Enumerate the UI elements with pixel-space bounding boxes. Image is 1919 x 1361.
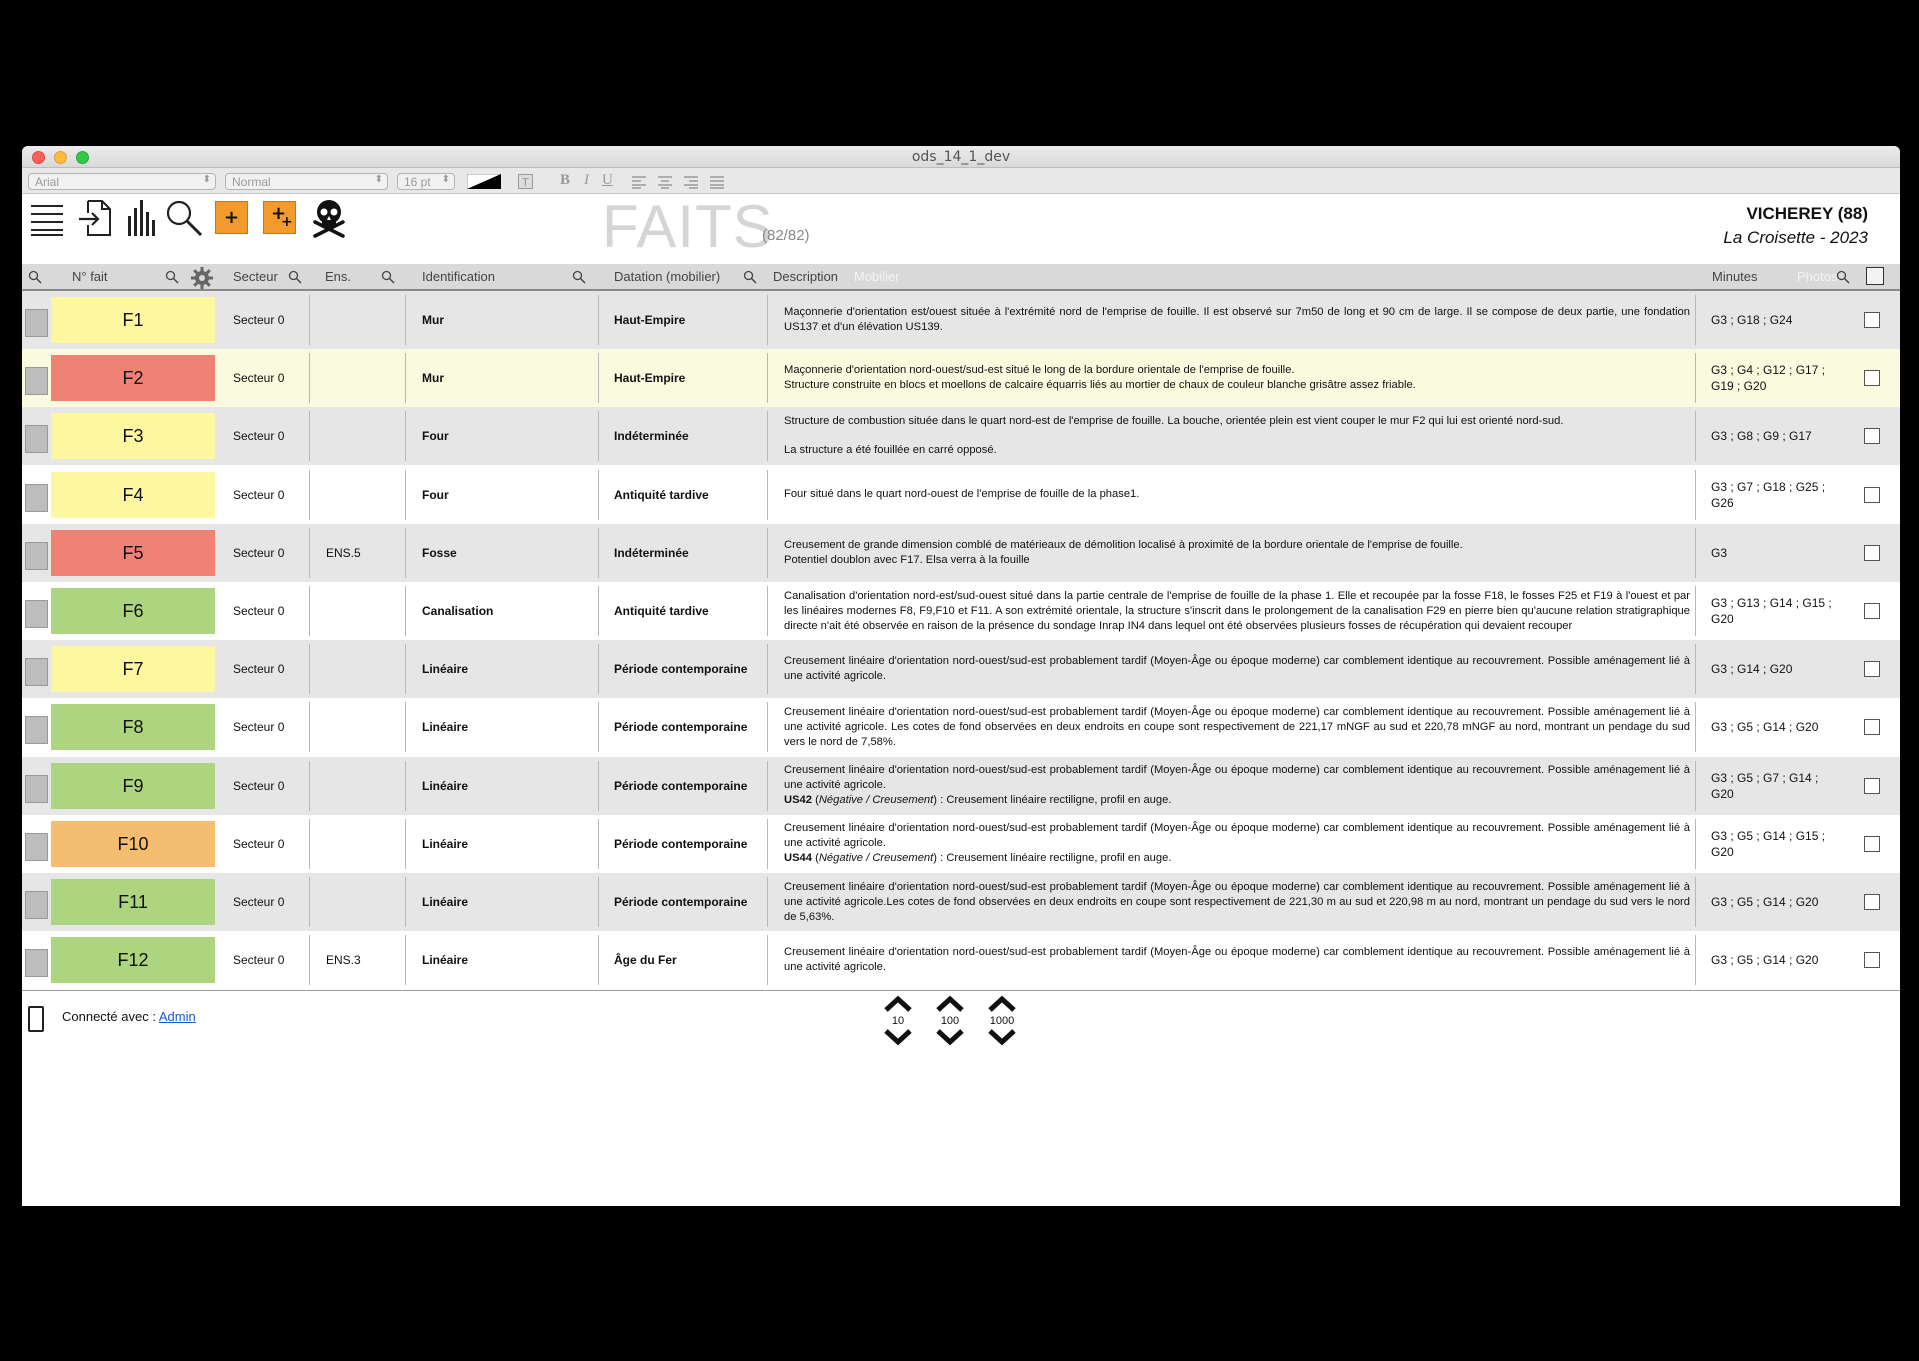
description-cell[interactable] bbox=[784, 937, 1690, 983]
col-divider bbox=[309, 353, 310, 403]
justify-icon bbox=[710, 177, 724, 188]
secteur-cell[interactable]: Secteur 0 bbox=[233, 778, 285, 793]
table-row[interactable] bbox=[22, 815, 1900, 873]
row-selector[interactable] bbox=[25, 891, 48, 919]
window-title: ods_14_1_dev bbox=[911, 149, 1011, 165]
site-subtitle: La Croisette - 2023 bbox=[1723, 228, 1868, 247]
col-divider bbox=[405, 935, 406, 985]
col-divider bbox=[1695, 411, 1696, 461]
font-select[interactable]: Arial ⬍ bbox=[28, 173, 216, 190]
ens-cell[interactable]: ENS.3 bbox=[326, 953, 361, 968]
export-icon[interactable] bbox=[78, 199, 112, 237]
datation-cell[interactable]: Période contemporaine bbox=[614, 836, 748, 851]
col-divider bbox=[767, 528, 768, 578]
secteur-cell[interactable]: Secteur 0 bbox=[233, 313, 285, 327]
col-divider bbox=[598, 586, 599, 636]
col-mobilier[interactable]: Mobilier bbox=[854, 269, 900, 284]
col-minutes[interactable]: Minutes bbox=[1712, 269, 1758, 284]
site-info bbox=[1723, 204, 1868, 248]
ens-cell[interactable] bbox=[326, 349, 404, 407]
row-checkbox[interactable] bbox=[1864, 545, 1880, 561]
description-paragraph: Maçonnerie d'orientation nord-ouest/sud-est situé le long de la bordure orientale de l'emprise de fouille. bbox=[784, 364, 1295, 377]
description-paragraph: Creusement linéaire d'orientation nord-ouest/sud-est probablement tardif (Moyen-Âge ou époque moderne) car comblement identique au recouvrement. Possible aménagement lié à une activité agricole. bbox=[784, 655, 1690, 683]
row-checkbox[interactable] bbox=[1864, 661, 1880, 677]
search-icon[interactable] bbox=[28, 270, 42, 284]
title-bar bbox=[22, 146, 1900, 168]
footer bbox=[22, 990, 1900, 1051]
fait-number[interactable]: F6 bbox=[51, 588, 215, 634]
col-datation[interactable]: Datation (mobilier) bbox=[614, 269, 721, 284]
datation-cell[interactable]: Âge du Fer bbox=[614, 953, 677, 968]
description-cell[interactable] bbox=[784, 646, 1690, 692]
identification-cell[interactable]: Linéaire bbox=[422, 895, 469, 909]
col-divider bbox=[1695, 819, 1696, 869]
identification-cell[interactable]: Linéaire bbox=[422, 953, 469, 968]
fait-number[interactable]: F9 bbox=[51, 763, 215, 809]
col-divider bbox=[1695, 528, 1696, 578]
col-divider bbox=[405, 644, 406, 694]
minutes-cell[interactable]: G3 ; G4 ; G12 ; G17 ; G19 ; G20 bbox=[1711, 363, 1826, 394]
datation-cell[interactable]: Indéterminée bbox=[614, 429, 689, 444]
fait-number[interactable]: F4 bbox=[51, 472, 215, 518]
underline-icon[interactable]: U bbox=[602, 172, 613, 188]
identification-cell[interactable]: Mur bbox=[422, 371, 444, 386]
description-cell[interactable] bbox=[784, 297, 1690, 343]
ens-cell[interactable] bbox=[326, 582, 404, 640]
col-divider bbox=[598, 877, 599, 927]
row-selector[interactable] bbox=[25, 542, 48, 570]
identification-cell[interactable]: Four bbox=[422, 487, 449, 502]
col-divider bbox=[767, 935, 768, 985]
fait-number[interactable]: F1 bbox=[51, 297, 215, 343]
col-divider bbox=[767, 353, 768, 403]
row-selector[interactable] bbox=[25, 658, 48, 686]
row-checkbox[interactable] bbox=[1864, 370, 1880, 386]
chevron-down-icon[interactable] bbox=[934, 1028, 966, 1046]
minutes-cell[interactable]: G3 ; G5 ; G14 ; G15 ; G20 bbox=[1711, 828, 1826, 859]
minutes-cell[interactable]: G3 ; G7 ; G18 ; G25 ; G26 bbox=[1711, 479, 1826, 510]
pager-label: 10 bbox=[891, 1015, 905, 1028]
secteur-cell[interactable]: Secteur 0 bbox=[233, 662, 285, 677]
add-button[interactable]: + bbox=[215, 201, 248, 234]
secteur-cell[interactable]: Secteur 0 bbox=[233, 836, 285, 851]
col-divider bbox=[309, 470, 310, 520]
col-divider bbox=[1695, 353, 1696, 403]
column-header bbox=[22, 264, 1900, 291]
ens-cell[interactable] bbox=[326, 291, 404, 349]
ens-cell[interactable] bbox=[326, 466, 404, 524]
row-selector[interactable] bbox=[25, 833, 48, 861]
row-checkbox[interactable] bbox=[1864, 836, 1880, 852]
ens-cell[interactable]: ENS.5 bbox=[326, 545, 361, 560]
table-row[interactable] bbox=[22, 349, 1900, 407]
pager-label: 1000 bbox=[989, 1015, 1015, 1028]
ens-cell[interactable] bbox=[326, 873, 404, 931]
search-icon[interactable] bbox=[743, 270, 757, 284]
minutes-cell[interactable]: G3 ; G13 ; G14 ; G15 ; G20 bbox=[1711, 596, 1832, 626]
fait-number[interactable]: F2 bbox=[51, 355, 215, 401]
col-divider bbox=[405, 470, 406, 520]
chevron-up-icon[interactable] bbox=[882, 995, 914, 1013]
table-row[interactable] bbox=[22, 582, 1900, 640]
ens-cell[interactable] bbox=[326, 698, 404, 756]
table-row[interactable] bbox=[22, 524, 1900, 582]
bold-icon[interactable]: B bbox=[560, 172, 571, 188]
minutes-cell[interactable]: G3 bbox=[1711, 545, 1728, 560]
col-divider bbox=[598, 819, 599, 869]
col-divider bbox=[309, 528, 310, 578]
pager-label: 100 bbox=[940, 1015, 960, 1028]
col-identification[interactable]: Identification bbox=[422, 269, 495, 284]
col-divider bbox=[405, 586, 406, 636]
col-divider bbox=[598, 644, 599, 694]
identification-cell[interactable]: Canalisation bbox=[422, 604, 494, 618]
datation-cell[interactable]: Période contemporaine bbox=[614, 662, 748, 677]
col-divider bbox=[309, 411, 310, 461]
align-center-icon bbox=[658, 177, 672, 188]
identification-cell[interactable]: Mur bbox=[422, 313, 444, 327]
faits-table bbox=[22, 291, 1900, 989]
col-divider bbox=[598, 528, 599, 578]
description-paragraph: Four situé dans le quart nord-ouest de l'emprise de fouille de la phase1. bbox=[784, 488, 1140, 501]
record-count: (82/82) bbox=[762, 227, 810, 244]
col-divider bbox=[767, 586, 768, 636]
description-cell[interactable] bbox=[784, 472, 1690, 518]
table-row[interactable] bbox=[22, 466, 1900, 524]
minutes-cell[interactable]: G3 ; G5 ; G14 ; G20 bbox=[1711, 720, 1819, 735]
col-divider bbox=[598, 353, 599, 403]
ens-cell[interactable] bbox=[326, 640, 404, 698]
secteur-cell[interactable]: Secteur 0 bbox=[233, 895, 285, 909]
fait-number[interactable]: F10 bbox=[51, 821, 215, 867]
description-paragraph: Creusement linéaire d'orientation nord-ouest/sud-est probablement tardif (Moyen-Âge ou époque moderne) car comblement identique au recouvrement. Possible aménagement lié à une activité agricole. bbox=[784, 822, 1690, 850]
col-divider bbox=[1695, 644, 1696, 694]
gear-icon[interactable] bbox=[191, 267, 213, 289]
col-divider bbox=[405, 353, 406, 403]
col-divider bbox=[767, 644, 768, 694]
col-ens[interactable]: Ens. bbox=[325, 269, 352, 284]
col-divider bbox=[405, 819, 406, 869]
align-icons[interactable] bbox=[632, 175, 732, 189]
minutes-cell[interactable]: G3 ; G18 ; G24 bbox=[1711, 313, 1793, 327]
fait-number[interactable]: F8 bbox=[51, 704, 215, 750]
identification-cell[interactable]: Linéaire bbox=[422, 720, 469, 735]
identification-cell[interactable]: Four bbox=[422, 429, 449, 444]
description-cell[interactable] bbox=[784, 879, 1690, 925]
search-icon[interactable] bbox=[165, 199, 203, 237]
description-paragraph: Structure de combustion située dans le quart nord-est de l'emprise de fouille. La bouche, orientée plein est vient couper le mur F2 qui lui est orienté nord-sud. bbox=[784, 415, 1564, 428]
fait-number[interactable]: F7 bbox=[51, 646, 215, 692]
italic-icon[interactable]: I bbox=[584, 172, 589, 188]
description-cell[interactable] bbox=[784, 355, 1690, 401]
col-divider bbox=[309, 761, 310, 811]
description-paragraph: Creusement de grande dimension comblé de matérieaux de démolition localisé à proximité de la bordure orientale de l'emprise de fouille. bbox=[784, 538, 1463, 551]
col-divider bbox=[767, 761, 768, 811]
description-cell[interactable] bbox=[784, 530, 1690, 576]
row-selector[interactable] bbox=[25, 949, 48, 977]
select-all-checkbox[interactable] bbox=[1866, 267, 1884, 285]
row-selector[interactable] bbox=[25, 775, 48, 803]
fait-number[interactable]: F11 bbox=[51, 879, 215, 925]
description-cell[interactable] bbox=[784, 588, 1690, 634]
col-divider bbox=[1695, 470, 1696, 520]
col-divider bbox=[309, 877, 310, 927]
table-row[interactable] bbox=[22, 757, 1900, 815]
col-divider bbox=[1695, 935, 1696, 985]
site-name: VICHEREY (88) bbox=[1746, 204, 1868, 223]
secteur-cell[interactable]: Secteur 0 bbox=[233, 429, 285, 444]
ens-cell[interactable] bbox=[326, 815, 404, 873]
row-checkbox[interactable] bbox=[1864, 603, 1880, 619]
col-divider bbox=[405, 877, 406, 927]
description-cell[interactable] bbox=[784, 821, 1690, 867]
col-divider bbox=[598, 295, 599, 345]
secteur-cell[interactable]: Secteur 0 bbox=[233, 487, 285, 502]
col-divider bbox=[598, 761, 599, 811]
fait-number[interactable]: F3 bbox=[51, 413, 215, 459]
col-divider bbox=[1695, 702, 1696, 752]
mobile-icon[interactable] bbox=[28, 1006, 44, 1032]
col-divider bbox=[1695, 877, 1696, 927]
minutes-cell[interactable]: G3 ; G14 ; G20 bbox=[1711, 662, 1793, 677]
table-row[interactable] bbox=[22, 698, 1900, 756]
align-right-icon bbox=[684, 177, 698, 188]
toolbar bbox=[22, 194, 1900, 264]
format-bar bbox=[22, 168, 1900, 194]
fait-number[interactable]: F12 bbox=[51, 937, 215, 983]
description-paragraph: Structure construite en blocs et moellons de calcaire équarris liés au mortier de chaux de couleur blanche grisâtre assez friable. bbox=[784, 379, 1416, 392]
chart-icon[interactable] bbox=[128, 200, 156, 236]
minutes-cell[interactable]: G3 ; G8 ; G9 ; G17 bbox=[1711, 429, 1812, 444]
description-cell[interactable] bbox=[784, 763, 1690, 809]
datation-cell[interactable]: Haut-Empire bbox=[614, 313, 686, 327]
col-divider bbox=[1695, 586, 1696, 636]
secteur-cell[interactable]: Secteur 0 bbox=[233, 953, 285, 968]
search-icon[interactable] bbox=[381, 270, 395, 284]
col-divider bbox=[405, 761, 406, 811]
col-divider bbox=[405, 702, 406, 752]
search-icon[interactable] bbox=[288, 270, 302, 284]
search-icon[interactable] bbox=[165, 270, 179, 284]
secteur-cell[interactable]: Secteur 0 bbox=[233, 604, 285, 618]
col-secteur[interactable]: Secteur bbox=[233, 269, 278, 284]
col-photos[interactable]: Photos bbox=[1797, 269, 1838, 284]
col-divider bbox=[309, 586, 310, 636]
description-paragraph: Creusement linéaire d'orientation nord-ouest/sud-est probablement tardif (Moyen-Âge ou époque moderne) car comblement identique au recouvrement. Possible aménagement lié à une activité agricole. bbox=[784, 764, 1690, 792]
search-icon[interactable] bbox=[1836, 270, 1850, 284]
datation-cell[interactable]: Période contemporaine bbox=[614, 720, 748, 735]
row-checkbox[interactable] bbox=[1864, 312, 1880, 328]
col-divider bbox=[309, 819, 310, 869]
secteur-cell[interactable]: Secteur 0 bbox=[233, 545, 285, 560]
row-checkbox[interactable] bbox=[1864, 778, 1880, 794]
row-checkbox[interactable] bbox=[1864, 719, 1880, 735]
table-row[interactable] bbox=[22, 873, 1900, 931]
description-paragraph: Maçonnerie d'orientation est/ouest située à l'extrémité nord de l'emprise de fouille. Il est observé sur 7m50 de long et 90 cm de large. Il se compose de deux partie, une fondation US137 et d'un élévation US139. bbox=[784, 306, 1690, 333]
col-divider bbox=[598, 411, 599, 461]
col-divider bbox=[767, 819, 768, 869]
table-row[interactable] bbox=[22, 291, 1900, 349]
svg-text:T: T bbox=[522, 176, 529, 189]
description-paragraph: Creusement linéaire d'orientation nord-ouest/sud-est probablement tardif (Moyen-Âge ou époque moderne) car comblement identique au recouvrement. Possible aménagement lié à une activité agricole. bbox=[784, 946, 1690, 974]
chevron-up-icon[interactable] bbox=[934, 995, 966, 1013]
pager-10[interactable] bbox=[882, 995, 914, 1047]
col-divider bbox=[405, 411, 406, 461]
datation-cell[interactable]: Indéterminée bbox=[614, 545, 689, 560]
col-divider bbox=[767, 411, 768, 461]
col-divider bbox=[1695, 295, 1696, 345]
search-icon[interactable] bbox=[572, 270, 586, 284]
row-checkbox[interactable] bbox=[1864, 428, 1880, 444]
description-paragraph: Creusement linéaire d'orientation nord-ouest/sud-est probablement tardif (Moyen-Âge ou époque moderne) car comblement identique au recouvrement. Possible aménagement lié à une activité agricole. Les cotes de fond observées en deux endroits en coupe sont respectivement de 221,17 mNGF au sud et 220,78 mNGF au nord, montrant un pendage du sud vers le nord de 7,58%. bbox=[784, 705, 1690, 748]
text-frame-icon[interactable] bbox=[518, 174, 533, 189]
description-paragraph: Canalisation d'orientation nord-est/sud-ouest situé dans la partie centrale de l'emprise de fouille de la phase 1. Elle et recoupée par la fosse F18, le fosses F25 et F19 à l'ouest et par les linéaires modernes F8, F9,F10 et F11. A son extrémité orientale, la structure s'inscrit dans le prolongement de la canalisation F29 en pierre bien qu'aucune relation stratigraphique directe n'ait été observée en raison de la présence du sondage Inrap IN4 dans lequel ont été observées plusieurs fosses de récupération qui devaient recouper bbox=[784, 589, 1690, 632]
col-description[interactable]: Description bbox=[773, 269, 839, 284]
col-divider bbox=[598, 935, 599, 985]
description-paragraph: Potentiel doublon avec F17. Elsa verra à la fouille bbox=[784, 553, 1030, 566]
skull-icon[interactable] bbox=[311, 198, 347, 238]
col-divider bbox=[767, 470, 768, 520]
minutes-cell[interactable]: G3 ; G5 ; G14 ; G20 bbox=[1711, 895, 1819, 909]
description-paragraph: La structure a été fouillée en carré opposé. bbox=[784, 444, 997, 457]
row-selector[interactable] bbox=[25, 367, 48, 395]
row-selector[interactable] bbox=[25, 600, 48, 628]
user-link[interactable]: Admin bbox=[158, 1009, 196, 1025]
row-checkbox[interactable] bbox=[1864, 952, 1880, 968]
row-selector[interactable] bbox=[25, 484, 48, 512]
col-fait[interactable]: N° fait bbox=[72, 269, 108, 284]
size-select[interactable]: 16 pt ⬍ bbox=[397, 173, 455, 190]
col-divider bbox=[598, 702, 599, 752]
ens-cell[interactable] bbox=[326, 407, 404, 465]
datation-cell[interactable]: Antiquité tardive bbox=[614, 604, 709, 618]
connection-status: Connecté avec : Admin bbox=[62, 1009, 196, 1025]
fait-number[interactable]: F5 bbox=[51, 530, 215, 576]
col-divider bbox=[309, 702, 310, 752]
color-swatch-icon[interactable] bbox=[467, 174, 501, 189]
us-line: US42 (Négative / Creusement) : Creusement linéaire rectiligne, profil en auge. bbox=[784, 794, 1172, 807]
col-divider bbox=[309, 935, 310, 985]
menu-icon[interactable] bbox=[30, 204, 64, 236]
table-row[interactable] bbox=[22, 407, 1900, 465]
col-divider bbox=[598, 470, 599, 520]
col-divider bbox=[767, 877, 768, 927]
chevron-up-icon[interactable] bbox=[986, 995, 1018, 1013]
table-row[interactable] bbox=[22, 931, 1900, 989]
secteur-cell[interactable]: Secteur 0 bbox=[233, 720, 285, 735]
datation-cell[interactable]: Période contemporaine bbox=[614, 895, 748, 909]
row-selector[interactable] bbox=[25, 716, 48, 744]
description-paragraph: Creusement linéaire d'orientation nord-ouest/sud-est probablement tardif (Moyen-Âge ou époque moderne) car comblement identique au recouvrement. Possible aménagement lié à une activité agricole.Les cotes de fond observées en deux endroits en coupe sont respectivement de 221,30 m au sud et 220,98 m au nord, montrant un pendage du sud vers le nord de 5,63%. bbox=[784, 880, 1690, 923]
row-selector[interactable] bbox=[25, 309, 48, 337]
minutes-cell[interactable]: G3 ; G5 ; G14 ; G20 bbox=[1711, 953, 1819, 968]
add-multiple-button[interactable]: + + bbox=[263, 201, 296, 234]
style-select[interactable]: Normal ⬍ bbox=[225, 173, 388, 190]
chevron-down-icon[interactable] bbox=[986, 1028, 1018, 1046]
app-window bbox=[22, 146, 1900, 1206]
secteur-cell[interactable]: Secteur 0 bbox=[233, 371, 285, 386]
col-divider bbox=[405, 528, 406, 578]
col-divider bbox=[405, 295, 406, 345]
col-divider bbox=[1695, 761, 1696, 811]
datation-cell[interactable]: Haut-Empire bbox=[614, 371, 686, 386]
identification-cell[interactable]: Linéaire bbox=[422, 836, 469, 851]
identification-cell[interactable]: Linéaire bbox=[422, 778, 469, 793]
pager-100[interactable] bbox=[934, 995, 966, 1047]
identification-cell[interactable]: Linéaire bbox=[422, 662, 469, 677]
identification-cell[interactable]: Fosse bbox=[422, 545, 457, 560]
datation-cell[interactable]: Période contemporaine bbox=[614, 778, 748, 793]
table-row[interactable] bbox=[22, 640, 1900, 698]
us-line: US44 (Négative / Creusement) : Creusement linéaire rectiligne, profil en auge. bbox=[784, 852, 1172, 865]
chevron-down-icon[interactable] bbox=[882, 1028, 914, 1046]
col-divider bbox=[309, 295, 310, 345]
pager-1000[interactable] bbox=[986, 995, 1018, 1047]
row-checkbox[interactable] bbox=[1864, 487, 1880, 503]
col-divider bbox=[309, 644, 310, 694]
datation-cell[interactable]: Antiquité tardive bbox=[614, 487, 709, 502]
col-divider bbox=[767, 295, 768, 345]
align-left-icon bbox=[632, 177, 646, 188]
row-checkbox[interactable] bbox=[1864, 894, 1880, 910]
description-cell[interactable] bbox=[784, 413, 1690, 459]
ens-cell[interactable] bbox=[326, 757, 404, 815]
col-divider bbox=[767, 702, 768, 752]
minutes-cell[interactable]: G3 ; G5 ; G7 ; G14 ; G20 bbox=[1711, 770, 1819, 801]
row-selector[interactable] bbox=[25, 425, 48, 453]
description-cell[interactable] bbox=[784, 704, 1690, 750]
page-title: FAITS bbox=[602, 193, 774, 260]
